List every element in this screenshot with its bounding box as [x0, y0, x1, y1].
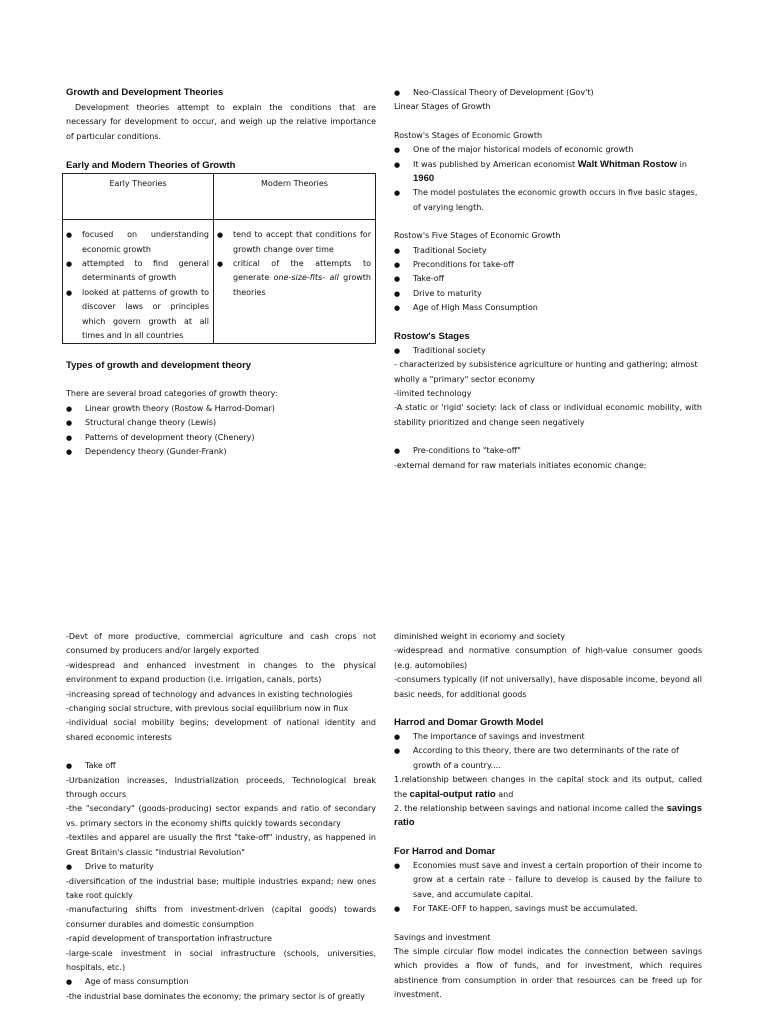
types-list — [66, 402, 376, 460]
list-item: ● Take-off — [394, 272, 702, 286]
list-item: ● The model postulates the economic growth occurs in five basic stages, of varying length. — [394, 186, 702, 215]
rostow-subheading: Rostow's Stages of Economic Growth — [394, 130, 543, 140]
list-item: ● It was published by American economist Walt Whitman Rostow in 1960 — [394, 158, 702, 187]
page-title: Growth and Development Theories — [66, 87, 224, 98]
modern-theories-header: Modern Theories — [214, 174, 376, 220]
text-line: -increasing spread of technology and advances in existing technologies — [66, 689, 353, 699]
page1-left-column — [66, 86, 376, 460]
list-item: ● attempted to find general determinants of growth — [63, 257, 213, 286]
list-item: ● Drive to maturity — [66, 860, 376, 874]
savings-paragraph: The simple circular flow model indicates the connection between savings which provides a flow of funds, and for investment, which requires abstinence from consumption in order that resources can be freed up for investment. — [394, 946, 702, 1000]
list-item: ● According to this theory, there are two determinants of the rate of growth of a country.... — [394, 744, 702, 773]
list-item: ● Age of High Mass Consumption — [394, 301, 702, 315]
list-item: ● Age of mass consumption — [66, 975, 376, 989]
early-modern-heading: Early and Modern Theories of Growth — [66, 160, 236, 172]
text-line: -external demand for raw materials initiates economic change; — [394, 460, 647, 470]
list-item: ● tend to accept that conditions for growth change over time — [214, 228, 375, 257]
text-line: -individual social mobility begins; development of national identity and shared economic interests — [66, 718, 376, 742]
list-item: ● Traditional Society — [394, 244, 702, 258]
list-item: ● looked at patterns of growth to discover laws or principles which govern growth at all times and in all countries — [63, 286, 213, 344]
types-intro: There are several broad categories of growth theory: — [66, 389, 278, 399]
text-line: -manufacturing shifts from investment-driven (capital goods) towards consumer durables and domestic consumption — [66, 905, 376, 929]
page2-left-column — [66, 630, 376, 1004]
text-line: -widespread and enhanced investment in changes to the physical environment to expand production (i.e. irrigation, canals, ports) — [66, 660, 376, 685]
text-line: -the "secondary" (goods-producing) sector expands and ratio of secondary vs. primary sectors in the economy shifts quickly towards secondary — [66, 804, 376, 828]
text-line: -rapid development of transportation infrastructure — [66, 934, 272, 944]
text-line: -textiles and apparel are usually the first "take-off" industry, as happened in Great Britain's classic "Industrial Revolution" — [66, 833, 376, 857]
list-item: ● Linear growth theory (Rostow & Harrod-Domar) — [66, 402, 376, 416]
list-item: ● critical of the attempts to generate one-size-fits- all growth theories — [214, 257, 375, 300]
text-line: -the industrial base dominates the economy; the primary sector is of greatly — [66, 991, 365, 1001]
harrod-domar-heading: Harrod and Domar Growth Model — [394, 717, 544, 729]
list-item: ● One of the major historical models of economic growth — [394, 143, 702, 157]
text-line: -limited technology — [394, 388, 472, 398]
five-stages-subheading: Rostow's Five Stages of Economic Growth — [394, 231, 561, 241]
text-line: -A static or 'rigid' society: lack of class or individual economic mobility, with stability prioritized and change seen negatively — [394, 403, 702, 427]
text-line: -consumers typically (if not universally), have disposable income, beyond all basic needs, for additional goods — [394, 675, 702, 699]
list-item: ● Structural change theory (Lewis) — [66, 416, 376, 430]
text-line: diminished weight in economy and society — [394, 632, 566, 641]
list-item: ● Preconditions for take-off — [394, 258, 702, 272]
text-line: - characterized by subsistence agriculture or hunting and gathering; almost wholly a "primary" sector economy — [394, 360, 698, 384]
list-item: ● Economies must save and invest a certain proportion of their income to grow at a certain rate - failure to develop is caused by the failure to save, and accumulate capital. — [394, 859, 702, 902]
list-item: ● Patterns of development theory (Chenery) — [66, 431, 376, 445]
page1-right-column — [394, 86, 702, 473]
savings-subheading: Savings and investment — [394, 932, 491, 942]
list-item: ● Take off — [66, 759, 376, 773]
for-harrod-domar-heading: For Harrod and Domar — [394, 845, 496, 857]
for-harrod-list — [394, 859, 702, 917]
text-line: -diversification of the industrial base; multiple industries expand; new ones take root quickly — [66, 876, 376, 900]
text-line: -Urbanization increases, Industrialization proceeds, Technological break through occurs — [66, 775, 376, 800]
text-line: -widespread and normative consumption of high-value consumer goods (e.g. automobiles) — [394, 646, 702, 670]
types-heading: Types of growth and development theory — [66, 360, 252, 372]
list-item: ● The importance of savings and investment — [394, 730, 702, 744]
modern-theories-cell — [214, 220, 376, 344]
list-item: ● Neo-Classical Theory of Development (Gov't) — [394, 86, 702, 100]
harrod-list — [394, 730, 702, 773]
text-line: 2. the relationship between savings and national income called the savings ratio — [394, 803, 702, 829]
list-item: ● focused on understanding economic growth — [63, 228, 213, 257]
five-stages-list — [394, 244, 702, 316]
list-item: ● For TAKE-OFF to happen, savings must be accumulated. — [394, 902, 702, 916]
text-line: -Devt of more productive, commercial agriculture and cash crops not consumed by producers and/or largely exported — [66, 632, 376, 656]
list-item: ● Dependency theory (Gunder-Frank) — [66, 445, 376, 459]
rostows-stages-heading: Rostow's Stages — [394, 330, 470, 342]
text-line: 1.relationship between changes in the capital stock and its output, called the capital-output ratio and — [394, 775, 702, 800]
page2-right-column — [394, 630, 702, 1003]
early-theories-header: Early Theories — [63, 174, 214, 220]
theories-table — [62, 173, 376, 344]
early-theories-cell — [63, 220, 214, 344]
list-item: ● Drive to maturity — [394, 287, 702, 301]
list-item: ● Pre-conditions to "take-off" — [394, 444, 702, 458]
intro-paragraph: Development theories attempt to explain the conditions that are necessary for development to occur, and weigh up the relative importance of particular conditions. — [66, 103, 376, 141]
linear-stages-label: Linear Stages of Growth — [394, 102, 491, 112]
list-item: ● Traditional society — [394, 344, 702, 358]
rostow-list — [394, 143, 702, 215]
text-line: -large-scale investment in social infrastructure (schools, universities, hospitals, etc.) — [66, 948, 376, 972]
text-line: -changing social structure, with previous social equilibrium now in flux — [66, 704, 349, 714]
